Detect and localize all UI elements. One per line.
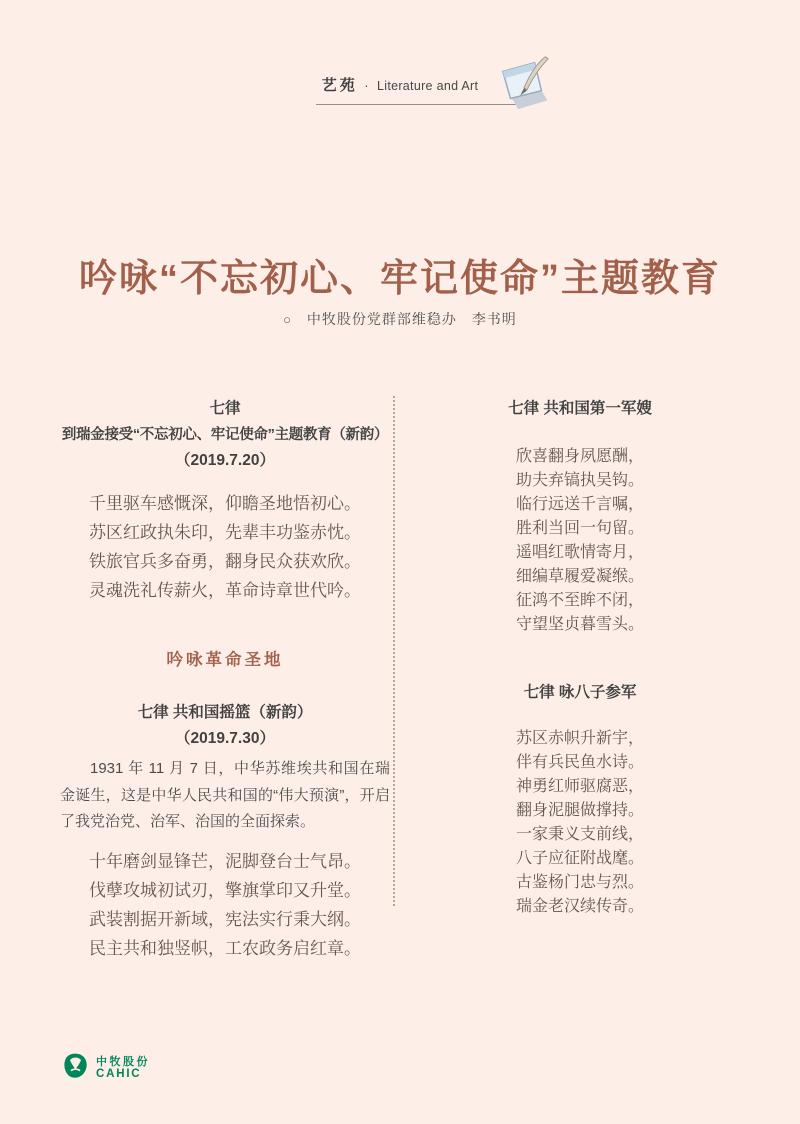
poem-body [60,490,390,606]
poem-title: 七律 共和国摇篮（新韵） [137,704,313,721]
poem-line: 临行远送千言嘱， [515,494,644,513]
poem-title: 七律 共和国第一军嫂 [508,400,652,417]
poem-subtitle: 到瑞金接受“不忘初心、牢记使命”主题教育（新韵） [61,427,389,443]
cahic-logo-icon [62,1052,89,1084]
poem-date: （2019.7.30） [175,730,275,747]
poem-line: 铁旅官兵多奋勇，翻身民众获欢欣。 [89,552,361,572]
poem-line: 胜利当回一句留。 [515,518,644,537]
author-organization: 中牧股份党群部维稳办 [306,311,457,327]
poem-line: 细编草履爱凝缑。 [515,566,644,585]
section-label-block [322,58,479,105]
poem-line: 古鉴杨门忠与烈。 [515,872,644,891]
logo-text-block [96,1055,150,1081]
byline [0,309,800,329]
poem-body [415,444,745,636]
poem-line: 翻身泥腿做撑持。 [515,800,644,819]
section-label [322,74,479,95]
logo-name-cn: 中牧股份 [96,1055,150,1068]
poem-title: 七律 咏八子参军 [523,684,637,701]
poem-line: 征鸿不至眸不闭， [515,590,644,609]
poem-intro-paragraph: 1931 年 11 月 7 日，中华苏维埃共和国在瑞金诞生，这是中华人民共和国的“伟大预演”，开启了我党治党、治军、治国的全面探索。 [60,760,390,830]
poem-line: 伴有兵民鱼水诗。 [515,752,644,771]
poem-line: 武装割据开新域，宪法实行秉大纲。 [89,909,361,930]
section-separator: · [364,78,369,93]
poem-title: 七律 [209,400,241,417]
section-name-cn: 艺苑 [321,77,358,94]
poem-line: 神勇红师驱腐恶， [515,776,644,795]
poem-line: 守望坚贞暮雪头。 [515,614,644,633]
logo-name-en: CAHIC [96,1068,142,1080]
publisher-logo [62,1052,150,1084]
column-divider [393,396,395,906]
poem-line: 遥唱红歌情寄月， [515,542,644,561]
poem-line: 灵魂洗礼传薪火，革命诗章世代吟。 [89,581,361,601]
notepad-quill-icon [494,54,556,117]
poem-line: 欣喜翻身夙愿酬， [515,446,644,465]
author-name: 李书明 [471,311,517,327]
poem-line: 苏区红政执朱印，先辈丰功鉴赤忱。 [89,523,361,543]
poem-line: 千里驱车感慨深，仰瞻圣地悟初心。 [89,494,361,514]
poem-line: 苏区赤帜升新宇， [515,728,644,747]
poem-line: 民主共和独竖帜，工农政务启红章。 [89,938,361,959]
page-title: 吟咏“不忘初心、牢记使命”主题教育 [78,258,721,301]
poem-line: 伐孽攻城初试刃，擎旗掌印又升堂。 [89,880,361,901]
section-header: 吟咏革命圣地 [166,651,284,669]
masthead [0,58,800,105]
poem-body [415,726,745,918]
poem-body [60,848,390,964]
poem-line: 十年磨剑显锋芒，泥脚登台士气昂。 [89,851,361,872]
poem-line: 八子应征附战麾。 [515,848,644,867]
masthead-divider [316,104,521,105]
byline-bullet-icon: ○ [283,312,293,327]
poem-date: （2019.7.20） [175,452,275,469]
poem-line: 一家秉义支前线， [515,824,644,843]
poem-line: 瑞金老汉续传奇。 [515,896,644,915]
poem-title-block [60,700,390,752]
right-column [415,396,745,918]
section-name-en: Literature and Art [376,79,479,93]
left-column [60,396,390,964]
poem-line: 助夫弃镐执吴钩。 [515,470,644,489]
